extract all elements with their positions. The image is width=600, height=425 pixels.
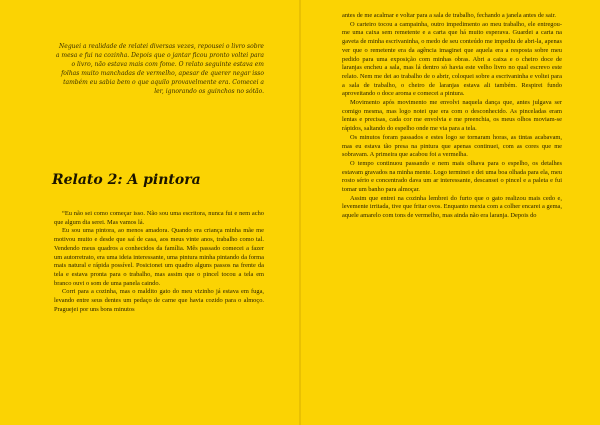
chapter-title: Relato 2: A pintora [52, 172, 201, 188]
paragraph: O tempo continuou passando e nem mais olhava para o espelho, os detalhes estavam gravados na minha mente. Logo terminei e dei uma boa olhada para ela, meu rosto sério e concentrado dava um ar interessante, descansei o pincel e a paleta e fui tomar um banho para almoçar. [342, 159, 562, 194]
intro-text: Neguei a realidade de relatei diversas vezes, repousei o livro sobre a mesa e fui na cozinha. Depois que o jantar ficou pronto voltei para o livro, não estava mais com fome. O relato seguinte estava em folhas muito manchadas de vermelho, apesar de querer negar isso também eu sabia bem o que aquilo provavelmente era. Comecei a ler, ignorando os guinchos no sótão. [55, 43, 264, 96]
paragraph: “Eu não sei como começar isso. Não sou uma escritora, nunca fui e nem acho que algum dia serei. Mas vamos lá. [54, 210, 264, 226]
paragraph: Corri para a cozinha, mas o maldito gato do meu vizinho já estava em fuga, levando entre seus dentes um pedaço de carne que havia cozido para o almoço. Praguejei por uns bons minutos [54, 288, 264, 313]
right-body-text [342, 12, 562, 221]
paragraph: Os minutos foram passados e estes logo se tornaram horas, as tintas acabavam, mas eu estava tão presa na pintura que apenas continuei, com as cores que me sobravam. A primeira que acabou foi a vermelha. [342, 133, 562, 159]
paragraph: Eu sou uma pintora, ao menos amadora. Quando era criança minha mãe me motivou muito e desde que saí de casa, aos meus vinte anos, trabalho como tal. Vendendo meus quadros a conhecidos da família. Mês passado comecei a fazer um autorretrato, era uma ideia interessante, uma pintura minha pintando da forma mais natural e rápida possível. Posicionei um quadro alguns passos na frente da tela e estava pronta para o trabalho, mas assim que o pincel tocou a tela em branco ouvi o som de uma panela caindo. [54, 227, 264, 287]
left-body-text [54, 210, 264, 314]
paragraph: Movimento após movimento me envolvi naquela dança que, antes julgava ser comigo mesma, mas logo notei que era com o desconhecido. As pinceladas eram lentas e precisas, cada cor me envolvia e me preenchia, os meus olhos moviam-se rápidos, saltando do espelho onde me via para a tela. [342, 99, 562, 133]
paragraph: antes de me acalmar e voltar para a sala de trabalho, fechando a janela antes de sair. [342, 12, 556, 19]
paragraph: Assim que entrei na cozinha lembrei do furto que o gato realizou mais cedo e, levemente irritada, tive que fritar ovos. Enquanto mexia com a colher encarei a gema, aquele amarelo com tons de vermelho, mas ainda não era laranja. Depois do [342, 194, 562, 220]
paragraph: O carteiro tocou a campainha, outro impedimento ao meu trabalho, ele entregou-me uma caixa sem remetente e a carta que há muito esperava. Guardei a carta na gaveta de minha escrivaninha, o medo de seu conteúdo me impediu de abri-la, apenas ver que o remetente era da agência imaginei que aquela era a resposta sobre meu pedido para uma exposição com minhas obras. Abri a caixa e o cheiro doce de laranjas encheu a sala, mas lá dentro só havia este velho livro no qual escrevo este relato. Nem me dei ao trabalho de o abrir, coloquei sobre a escrivaninha e voltei para a sala de trabalho, o cheiro de laranjas estava ali também. Respirei fundo aproveitando o doce aroma e comecei a pintura. [342, 20, 562, 98]
right-page [300, 0, 600, 425]
